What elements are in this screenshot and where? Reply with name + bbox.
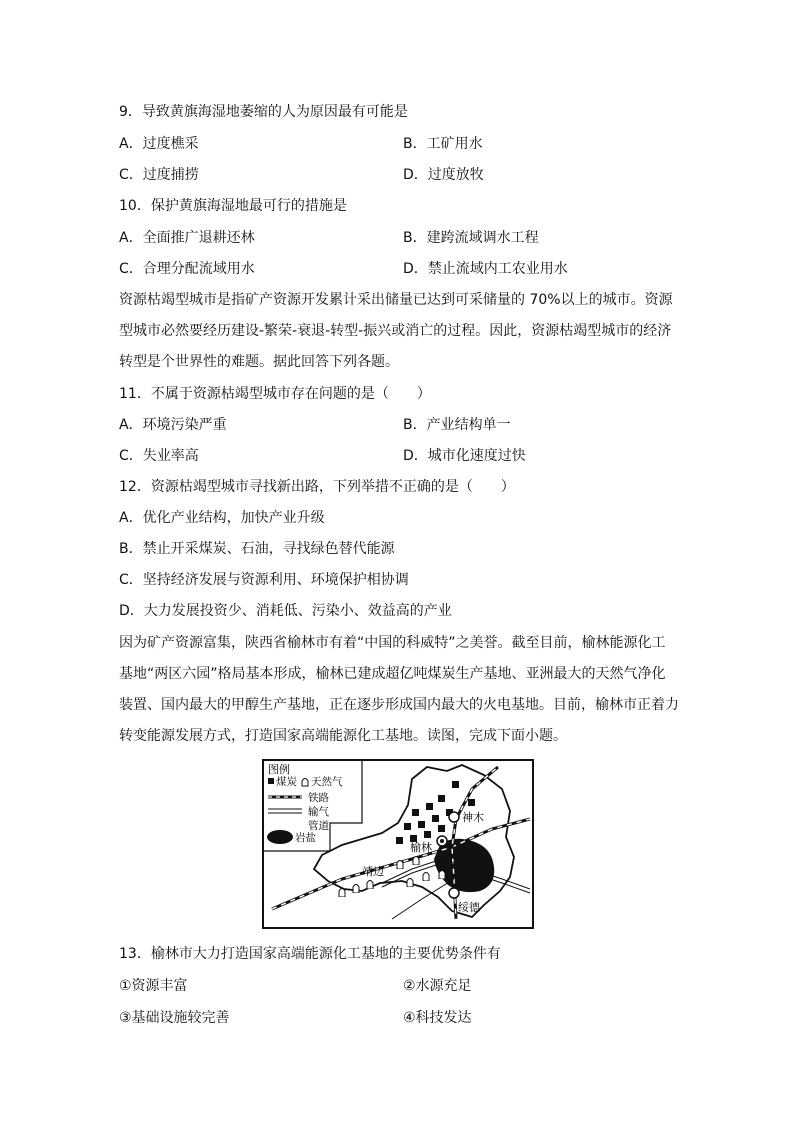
passage-resource-cities-line-1: 资源枯竭型城市是指矿产资源开发累计采出储量已达到可采储量的 70%以上的城市。资源: [119, 292, 673, 308]
legend-pipeline-label-2: 管道: [308, 820, 329, 832]
legend-pipeline-label-1: 输气: [308, 806, 329, 818]
city-label-shenmu: 神木: [462, 811, 484, 824]
question-9-option-c: C．过度捕捞: [119, 167, 199, 183]
question-12-option-d: D．大力发展投资少、消耗低、污染小、效益高的产业: [119, 603, 452, 619]
question-9-option-d: D．过度放牧: [403, 167, 484, 183]
legend-coal-label: 煤炭: [276, 776, 297, 788]
question-13-stem: 13．榆林市大力打造国家高端能源化工基地的主要优势条件有: [119, 946, 501, 962]
legend-gas-label: 天然气: [311, 776, 343, 788]
question-11-option-d: D．城市化速度过快: [403, 448, 526, 464]
legend-gas-icon: [302, 779, 308, 787]
question-11-option-b: B．产业结构单一: [403, 417, 511, 433]
legend-coal-icon: [268, 778, 274, 784]
city-shenmu-marker: [449, 812, 459, 822]
question-10-stem: 10．保护黄旗海湿地最可行的措施是: [119, 198, 347, 214]
passage-yulin-line-4: 转变能源发展方式，打造国家高端能源化工基地。读图，完成下面小题。: [119, 728, 567, 744]
legend-railway-label: 铁路: [308, 792, 329, 804]
passage-resource-cities-line-3: 转型是个世界性的难题。据此回答下列各题。: [119, 354, 399, 370]
legend-salt-label: 岩盐: [295, 832, 316, 844]
question-12-option-b: B．禁止开采煤炭、石油，寻找绿色替代能源: [119, 541, 395, 557]
passage-yulin-line-3: 装置、国内最大的甲醇生产基地，正在逐步形成国内最大的火电基地。目前，榆林市正着力: [119, 697, 679, 713]
passage-resource-cities-line-2: 型城市必然要经历建设-繁荣-衰退-转型-振兴或消亡的过程。因此，资源枯竭型城市的经济: [119, 323, 672, 339]
question-9-option-b: B．工矿用水: [403, 136, 483, 152]
question-9-option-a: A．过度樵采: [119, 136, 199, 152]
question-13-option-2: ②水源充足: [403, 978, 472, 994]
city-label-jingbian: 靖边: [362, 865, 384, 878]
question-10-option-a: A．全面推广退耕还林: [119, 230, 255, 246]
legend-salt-icon: [267, 830, 293, 844]
passage-yulin-line-1: 因为矿产资源富集，陕西省榆林市有着“中国的科威特”之美誉。截至目前，榆林能源化工: [119, 635, 666, 651]
question-10-option-d: D．禁止流域内工农业用水: [403, 261, 568, 277]
city-label-suide: 绥德: [458, 901, 480, 914]
question-9-stem: 9．导致黄旗海湿地萎缩的人为原因最有可能是: [119, 104, 408, 120]
question-13-option-1: ①资源丰富: [119, 978, 188, 994]
question-12-option-c: C．坚持经济发展与资源利用、环境保护相协调: [119, 572, 409, 588]
city-suide-marker: [449, 888, 459, 898]
legend-title: 图例: [268, 763, 290, 776]
question-11-stem: 11．不属于资源枯竭型城市存在问题的是（ ）: [119, 386, 431, 402]
question-12-option-a: A．优化产业结构，加快产业升级: [119, 510, 325, 526]
question-13-option-4: ④科技发达: [403, 1010, 472, 1026]
passage-yulin-line-2: 基地“两区六园”格局基本形成，榆林已建成超亿吨煤炭生产基地、亚洲最大的天然气净化: [119, 666, 666, 682]
question-12-stem: 12．资源枯竭型城市寻找新出路，下列举措不正确的是（ ）: [119, 479, 515, 495]
question-10-option-b: B．建跨流域调水工程: [403, 230, 539, 246]
yulin-energy-map: [262, 759, 534, 929]
question-13-option-3: ③基础设施较完善: [119, 1010, 230, 1026]
question-10-option-c: C．合理分配流域用水: [119, 261, 255, 277]
city-label-yulin: 榆林: [410, 841, 432, 854]
question-11-option-c: C．失业率高: [119, 448, 199, 464]
question-11-option-a: A．环境污染严重: [119, 417, 227, 433]
